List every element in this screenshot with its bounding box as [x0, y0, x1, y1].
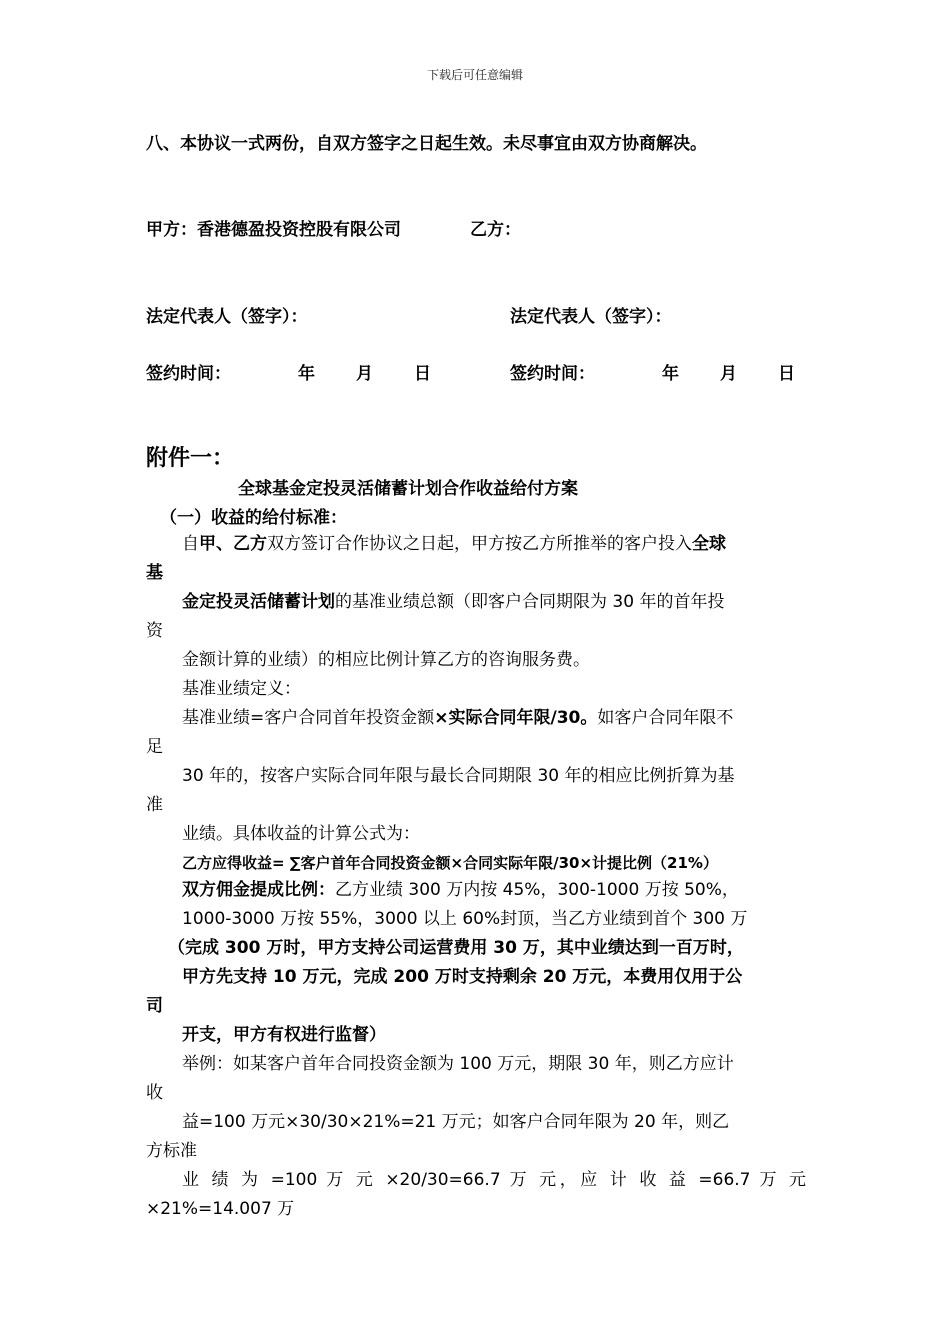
paragraph-line: 司 [146, 996, 163, 1016]
sign-date-b-year: 年 [662, 364, 679, 384]
sign-date-b-label: 签约时间： [510, 364, 595, 384]
definition-label: 基准业绩定义： [182, 679, 301, 699]
paragraph-line: 准 [146, 795, 163, 815]
paragraph-line: 足 [146, 737, 163, 757]
paragraph-line: 30 年的，按客户实际合同年限与最长合同期限 30 年的相应比例折算为基 [182, 766, 735, 786]
paragraph-line: 方标准 [146, 1141, 197, 1161]
sign-date-a-label: 签约时间： [146, 364, 231, 384]
sign-date-b-day: 日 [778, 364, 795, 384]
legal-rep-b-label: 法定代表人（签字）： [510, 307, 672, 327]
paragraph-line: 开支，甲方有权进行监督） [182, 1025, 386, 1045]
clause-8: 八、本协议一式两份，自双方签字之日起生效。未尽事宜由双方协商解决。 [146, 134, 707, 154]
paragraph-line: 基准业绩=客户合同首年投资金额×实际合同年限/30。如客户合同年限不 [182, 708, 734, 728]
party-a-label: 甲方：香港德盈投资控股有限公司 [146, 220, 401, 240]
annex-heading: 附件一： [146, 446, 235, 471]
paragraph-line: ×21%=14.007 万 [146, 1199, 295, 1219]
paragraph-line: 基 [146, 563, 163, 583]
paragraph-line: 资 [146, 621, 163, 641]
paragraph-line: 甲方先支持 10 万元，完成 200 万时支持剩余 20 万元，本费用仅用于公 [182, 967, 743, 987]
paragraph-line: 金定投灵活储蓄计划的基准业绩总额（即客户合同期限为 30 年的首年投 [182, 592, 725, 612]
paragraph-line: 举例：如某客户首年合同投资金额为 100 万元，期限 30 年，则乙方应计 [182, 1054, 734, 1074]
paragraph-line: 业绩。具体收益的计算公式为： [182, 824, 420, 844]
paragraph-line: 金额计算的业绩）的相应比例计算乙方的咨询服务费。 [182, 650, 590, 670]
annex-title: 全球基金定投灵活储蓄计划合作收益给付方案 [238, 479, 578, 499]
section-1-heading: （一）收益的给付标准： [160, 508, 347, 528]
paragraph-line: 收 [146, 1083, 163, 1103]
sign-date-a-month: 月 [356, 364, 373, 384]
paragraph-line: （完成 300 万时，甲方支持公司运营费用 30 万，其中业绩达到一百万时， [168, 938, 744, 958]
formula: 乙方应得收益= ∑客户首年合同投资金额×合同实际年限/30×计提比例（21%） [182, 854, 718, 872]
paragraph-line: 益=100 万元×30/30×21%=21 万元；如客户合同年限为 20 年，则乙 [182, 1112, 730, 1132]
sign-date-b-month: 月 [720, 364, 737, 384]
party-b-label: 乙方： [470, 220, 521, 240]
paragraph-line: 业 绩 为 =100 万 元 ×20/30=66.7 万 元，应 计 收 益 =66.7 万 元 [182, 1170, 806, 1190]
sign-date-a-day: 日 [414, 364, 431, 384]
paragraph-line: 1000-3000 万按 55%，3000 以上 60%封顶，当乙方业绩到首个 300 万 [182, 909, 748, 929]
paragraph-line: 自甲、乙方双方签订合作协议之日起，甲方按乙方所推举的客户投入全球 [182, 534, 726, 554]
page-header: 下载后可任意编辑 [426, 68, 523, 82]
legal-rep-a-label: 法定代表人（签字）： [146, 307, 308, 327]
paragraph-line: 双方佣金提成比例：乙方业绩 300 万内按 45%，300-1000 万按 50%， [182, 880, 739, 900]
sign-date-a-year: 年 [298, 364, 315, 384]
